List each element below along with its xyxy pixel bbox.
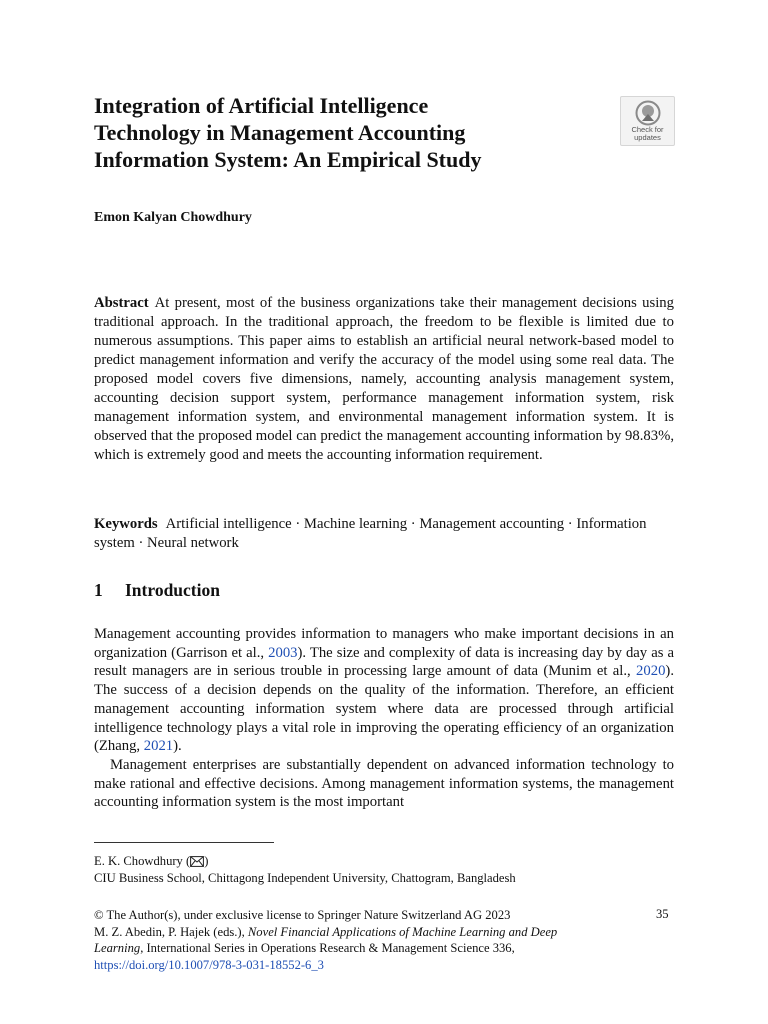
title-line-2: Technology in Management Accounting [94, 120, 466, 145]
para1-text-1: Management accounting provides information to managers who make important decisions in an organization (Garrison et al., [94, 626, 674, 661]
paper-title [94, 92, 614, 173]
body-text [94, 625, 674, 812]
check-for-updates-badge[interactable] [620, 96, 675, 146]
title-line-3: Information System: An Empirical Study [94, 147, 482, 172]
keywords [94, 515, 674, 553]
citation-link-munim[interactable]: 2020 [636, 663, 666, 680]
citation-link-garrison[interactable]: 2003 [268, 644, 298, 661]
abstract-label: Abstract [94, 295, 149, 311]
section-title: Introduction [125, 580, 220, 600]
book-title: Novel Financial Applications of Machine Learning and Deep Learning [94, 924, 558, 955]
section-number: 1 [94, 580, 103, 600]
editors-text: M. Z. Abedin, P. Hajek (eds.), [94, 924, 248, 939]
copyright-block [94, 907, 594, 973]
citation-link-zhang[interactable]: 2021 [143, 738, 174, 755]
badge-label-1: Check for [631, 125, 664, 134]
abstract-text: At present, most of the business organizations take their management decisions using traditional approach. In the traditional approach, the freedom to be flexible is limited due to numerous assumptions. This paper aims to establish an artificial neural network-based model to predict management information and verify the accuracy of the model using some real data. The proposed model covers five dimensions, namely, accounting analysis management system, accounting decision support system, performance management information system, risk management information system, and environmental management information system. It is observed that the proposed model can predict the management accounting information by 98.83%, which is extremely good and meets the accounting information requirement. [94, 295, 674, 463]
title-line-1: Integration of Artificial Intelligence [94, 93, 429, 118]
paragraph-1 [94, 625, 674, 756]
footnote-author-text: E. K. Chowdhury ( [94, 854, 191, 868]
footnote-affiliation [94, 853, 674, 887]
badge-label-2: updates [634, 133, 661, 142]
para1-text-3: ). The success of a decision depends on the quality of the information. Therefore, an efficient management accounting information system where data are processed through artificial intelligence technology plays a vital role in improving the operating efficiency of an organization (Zhang, [94, 663, 674, 755]
keywords-text: Artificial intelligence · Machine learning · Management accounting · Information system · Neural network [94, 516, 647, 551]
author-name: Emon Kalyan Chowdhury [94, 210, 252, 225]
footnote-author [94, 853, 674, 870]
para1-text-4: ). [173, 738, 182, 755]
page-number: 35 [656, 907, 669, 921]
doi-link[interactable]: https://doi.org/10.1007/978-3-031-18552-6_3 [94, 957, 324, 972]
abstract [94, 294, 674, 465]
keywords-label: Keywords [94, 516, 158, 532]
envelope-icon[interactable] [190, 856, 204, 867]
copyright-line: © The Author(s), under exclusive license to Springer Nature Switzerland AG 2023 [94, 908, 511, 922]
para1-text-2: ). The size and complexity of data is increasing day by day as a result managers are in serious trouble in processing large amount of data (Munim et al., [94, 644, 674, 680]
series-text: , International Series in Operations Research & Management Science 336, [140, 941, 515, 955]
footnote-author-end: ) [204, 854, 209, 868]
paragraph-2: Management enterprises are substantially dependent on advanced information technology to make rational and effective decisions. Among management information systems, the management accounting information system is the most important [94, 756, 674, 811]
citation-line [94, 924, 594, 974]
check-for-updates-icon [635, 100, 661, 126]
affiliation-text: CIU Business School, Chittagong Independent University, Chattogram, Bangladesh [94, 871, 516, 885]
section-heading [94, 580, 220, 601]
footnote-divider [94, 842, 274, 843]
